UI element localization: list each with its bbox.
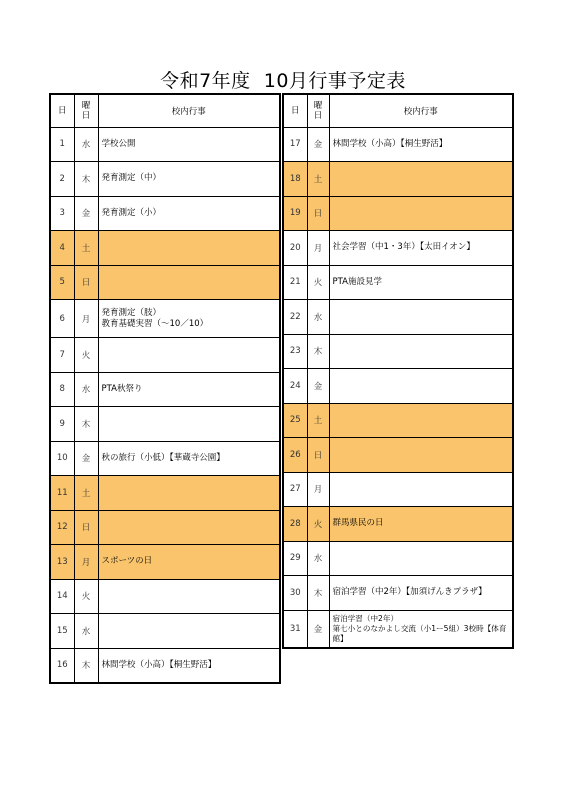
- weekday-cell: 土: [307, 403, 329, 438]
- day-cell: 8: [50, 372, 74, 407]
- header-day: 日: [50, 94, 74, 127]
- header-row: [50, 94, 280, 127]
- weekday-cell: 日: [307, 438, 329, 473]
- weekday-cell: 水: [74, 614, 98, 649]
- day-cell: 26: [283, 438, 307, 473]
- table-row: [283, 472, 513, 507]
- table-row: [50, 476, 280, 511]
- weekday-cell: 月: [307, 231, 329, 266]
- header-row: [283, 94, 513, 127]
- table-row: [283, 610, 513, 648]
- day-cell: 20: [283, 231, 307, 266]
- day-cell: 30: [283, 576, 307, 611]
- day-cell: 11: [50, 476, 74, 511]
- event-cell: [98, 510, 280, 545]
- day-cell: 25: [283, 403, 307, 438]
- day-cell: 2: [50, 162, 74, 197]
- weekday-cell: 日: [307, 196, 329, 231]
- table-row: [50, 614, 280, 649]
- event-cell: [329, 196, 513, 231]
- day-cell: 14: [50, 579, 74, 614]
- event-cell: 社会学習（中1・3年）【太田イオン】: [329, 231, 513, 266]
- header-weekday: 曜 日: [74, 94, 98, 127]
- header-weekday: 曜 日: [307, 94, 329, 127]
- day-cell: 4: [50, 231, 74, 266]
- table-row: [50, 579, 280, 614]
- event-cell: [98, 579, 280, 614]
- weekday-cell: 火: [74, 579, 98, 614]
- table-row: [50, 231, 280, 266]
- table-row: [50, 407, 280, 442]
- table-row: [50, 196, 280, 231]
- table-row: [50, 441, 280, 476]
- day-cell: 6: [50, 300, 74, 338]
- day-cell: 22: [283, 300, 307, 335]
- day-cell: 21: [283, 265, 307, 300]
- table-row: [283, 196, 513, 231]
- weekday-cell: 日: [74, 265, 98, 300]
- weekday-cell: 水: [74, 372, 98, 407]
- event-cell: 発育測定（肢） 教育基礎実習（～10／10）: [98, 300, 280, 338]
- table-row: [283, 576, 513, 611]
- weekday-cell: 金: [74, 441, 98, 476]
- weekday-cell: 土: [74, 476, 98, 511]
- day-cell: 9: [50, 407, 74, 442]
- page-title: 令和7年度 10月行事予定表: [160, 70, 406, 92]
- weekday-cell: 水: [307, 541, 329, 576]
- event-cell: 発育測定（小）: [98, 196, 280, 231]
- event-cell: [98, 231, 280, 266]
- day-cell: 13: [50, 545, 74, 580]
- header-event: 校内行事: [329, 94, 513, 127]
- weekday-cell: 土: [307, 162, 329, 197]
- day-cell: 24: [283, 369, 307, 404]
- schedule-table-right: [282, 93, 514, 649]
- table-row: [50, 338, 280, 373]
- day-cell: 16: [50, 648, 74, 683]
- day-cell: 18: [283, 162, 307, 197]
- day-cell: 1: [50, 127, 74, 162]
- weekday-cell: 木: [74, 648, 98, 683]
- day-cell: 29: [283, 541, 307, 576]
- event-cell: PTA秋祭り: [98, 372, 280, 407]
- event-cell: 発育測定（中）: [98, 162, 280, 197]
- table-row: [283, 507, 513, 542]
- day-cell: 23: [283, 334, 307, 369]
- event-cell: スポーツの日: [98, 545, 280, 580]
- event-cell: [98, 407, 280, 442]
- header-day: 日: [283, 94, 307, 127]
- event-cell: [98, 265, 280, 300]
- event-cell: 林間学校（小高）【桐生野活】: [329, 127, 513, 162]
- table-row: [283, 162, 513, 197]
- event-cell: [329, 438, 513, 473]
- event-cell: 宿泊学習（中2年） 第七小とのなかよし交流（小1ー5組）3校時【体育館】: [329, 610, 513, 648]
- weekday-cell: 水: [307, 300, 329, 335]
- day-cell: 10: [50, 441, 74, 476]
- weekday-cell: 水: [74, 127, 98, 162]
- table-row: [283, 334, 513, 369]
- weekday-cell: 金: [74, 196, 98, 231]
- table-row: [283, 231, 513, 266]
- weekday-cell: 火: [307, 265, 329, 300]
- table-row: [50, 162, 280, 197]
- table-row: [283, 265, 513, 300]
- weekday-cell: 土: [74, 231, 98, 266]
- weekday-cell: 火: [74, 338, 98, 373]
- table-row: [50, 127, 280, 162]
- day-cell: 3: [50, 196, 74, 231]
- event-cell: [329, 334, 513, 369]
- event-cell: [329, 300, 513, 335]
- weekday-cell: 月: [307, 472, 329, 507]
- header-event: 校内行事: [98, 94, 280, 127]
- event-cell: [329, 162, 513, 197]
- event-cell: [98, 338, 280, 373]
- day-cell: 7: [50, 338, 74, 373]
- day-cell: 15: [50, 614, 74, 649]
- table-row: [50, 372, 280, 407]
- event-cell: 群馬県民の日: [329, 507, 513, 542]
- weekday-cell: 金: [307, 369, 329, 404]
- day-cell: 31: [283, 610, 307, 648]
- day-cell: 28: [283, 507, 307, 542]
- table-row: [50, 648, 280, 683]
- event-cell: [98, 476, 280, 511]
- event-cell: [329, 541, 513, 576]
- weekday-cell: 月: [74, 300, 98, 338]
- table-row: [283, 300, 513, 335]
- event-cell: 林間学校（小高）【桐生野活】: [98, 648, 280, 683]
- event-cell: [329, 403, 513, 438]
- weekday-cell: 月: [74, 545, 98, 580]
- weekday-cell: 木: [307, 334, 329, 369]
- weekday-cell: 木: [307, 576, 329, 611]
- weekday-cell: 日: [74, 510, 98, 545]
- event-cell: [98, 614, 280, 649]
- table-row: [50, 265, 280, 300]
- table-row: [283, 369, 513, 404]
- weekday-cell: 木: [74, 162, 98, 197]
- table-row: [283, 403, 513, 438]
- event-cell: 秋の旅行（小低）【華蔵寺公園】: [98, 441, 280, 476]
- table-row: [50, 300, 280, 338]
- day-cell: 19: [283, 196, 307, 231]
- schedule-table-left: [49, 93, 281, 684]
- day-cell: 12: [50, 510, 74, 545]
- event-cell: PTA施設見学: [329, 265, 513, 300]
- day-cell: 27: [283, 472, 307, 507]
- table-row: [283, 438, 513, 473]
- table-row: [50, 545, 280, 580]
- weekday-cell: 金: [307, 127, 329, 162]
- table-row: [283, 541, 513, 576]
- event-cell: [329, 369, 513, 404]
- event-cell: 宿泊学習（中2年）【加須げんきプラザ】: [329, 576, 513, 611]
- table-row: [50, 510, 280, 545]
- day-cell: 5: [50, 265, 74, 300]
- event-cell: [329, 472, 513, 507]
- table-row: [283, 127, 513, 162]
- event-cell: 学校公開: [98, 127, 280, 162]
- weekday-cell: 金: [307, 610, 329, 648]
- weekday-cell: 火: [307, 507, 329, 542]
- weekday-cell: 木: [74, 407, 98, 442]
- day-cell: 17: [283, 127, 307, 162]
